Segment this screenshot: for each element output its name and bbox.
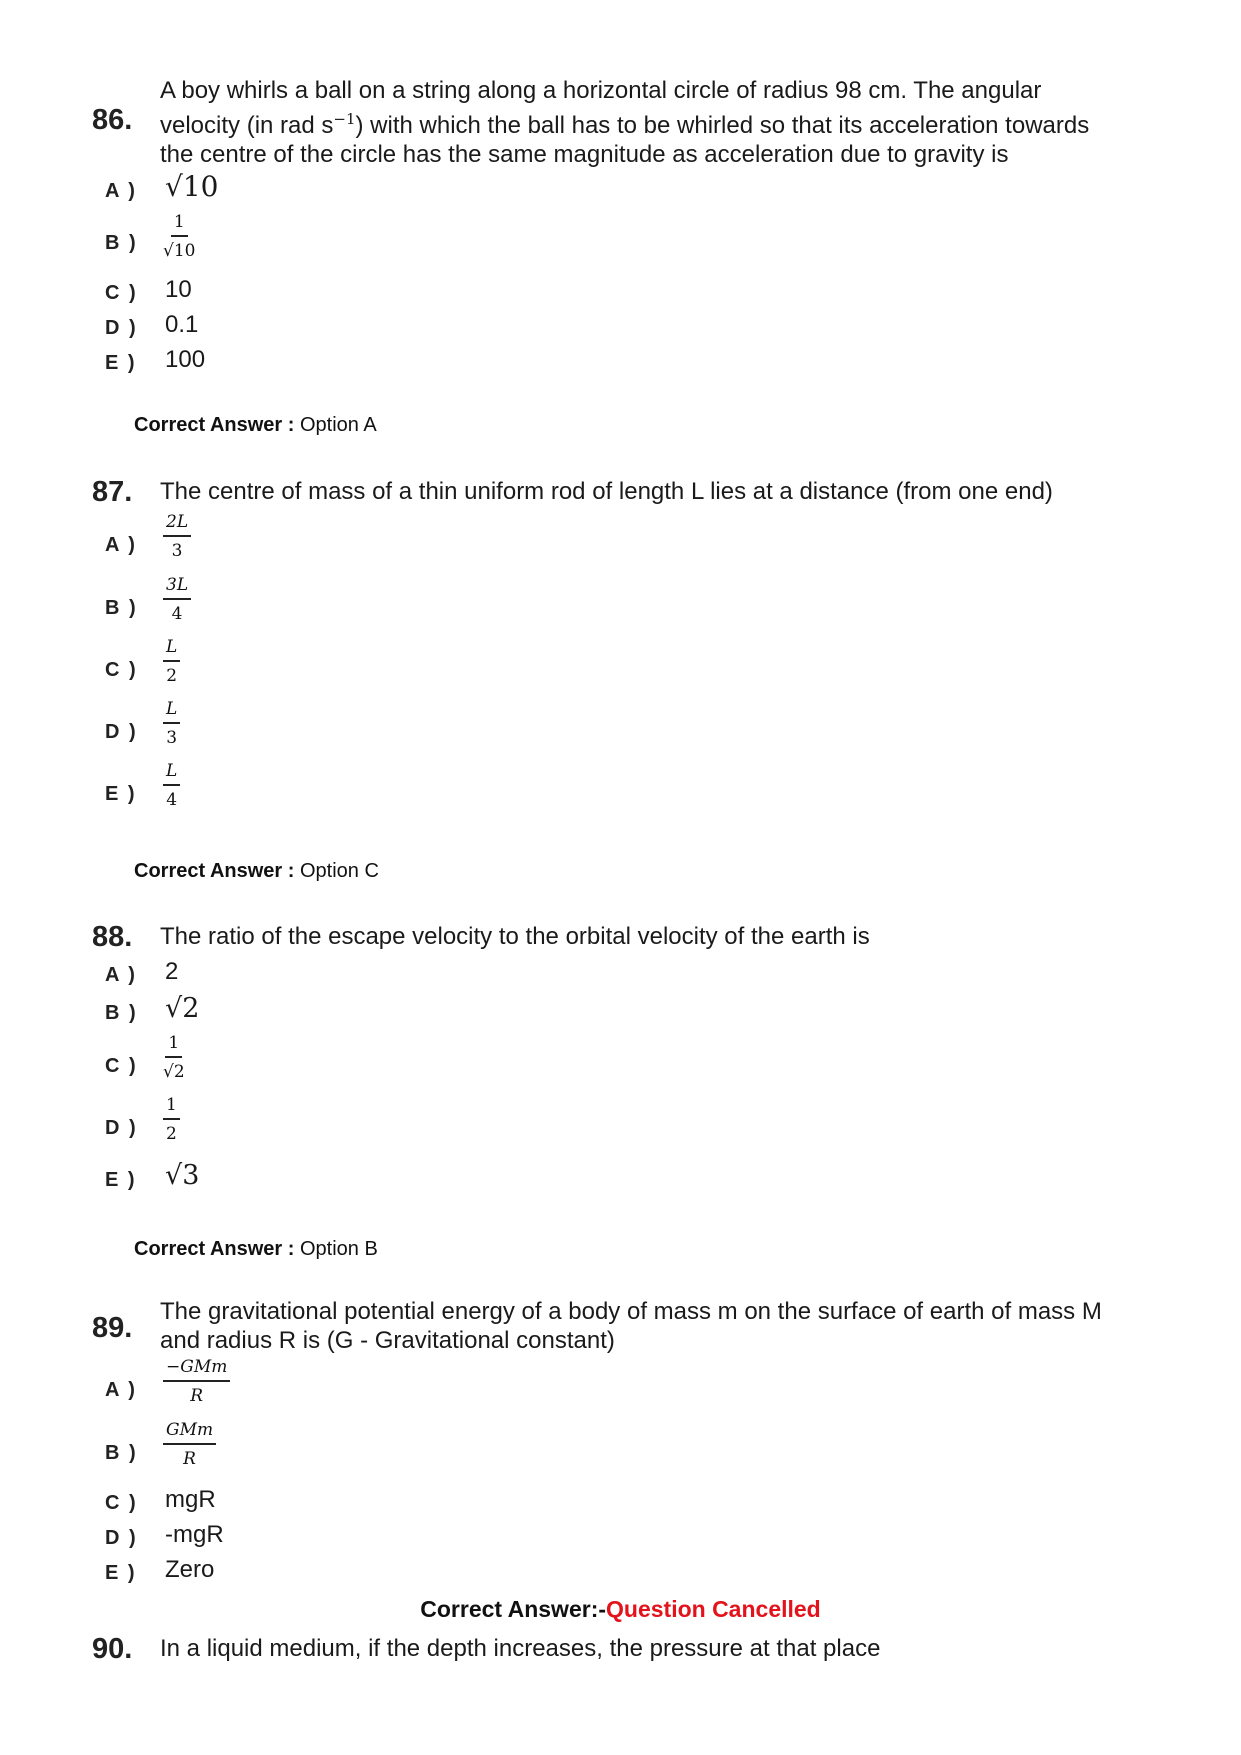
question-text: The gravitational potential energy of a body of mass m on the surface of earth of mass M and radius R is (G - Gravitational constant) bbox=[160, 1298, 1102, 1354]
question-number: 86. bbox=[92, 104, 133, 136]
question-number: 88. bbox=[92, 921, 133, 953]
option-label: A ) bbox=[105, 180, 137, 202]
option-label: D ) bbox=[105, 721, 138, 743]
question-number: 90. bbox=[92, 1633, 133, 1665]
option-value: Zero bbox=[165, 1556, 215, 1583]
option-label: D ) bbox=[105, 1527, 138, 1549]
correct-answer: Correct Answer:-Question Cancelled bbox=[420, 1596, 821, 1622]
question-text: A boy whirls a ball on a string along a horizontal circle of radius 98 cm. The angular velocity (in rad $s^{-1}$) with which the ball has to be whirled so that its acceleration towards the centre of the circle has the same magnitude as acceleration due to gravity is bbox=[160, 77, 1090, 168]
option-label: B ) bbox=[105, 232, 138, 254]
option-value: 100 bbox=[165, 346, 206, 373]
question-number: 89. bbox=[92, 1312, 133, 1344]
option-fraction: $\frac{2L}{3}$ bbox=[163, 512, 191, 561]
option-value: 10 bbox=[165, 276, 192, 303]
correct-answer: Correct Answer : Option B bbox=[134, 1238, 378, 1260]
option-fraction: −GMm R bbox=[163, 1357, 230, 1406]
option-value: √2 bbox=[165, 993, 200, 1024]
option-label: C ) bbox=[105, 1055, 138, 1077]
option-fraction: GMm R bbox=[163, 1420, 216, 1469]
option-label: D ) bbox=[105, 317, 138, 339]
option-fraction: $\frac{1}{√2}$ bbox=[163, 1033, 185, 1082]
option-label: A ) bbox=[105, 964, 137, 986]
cancelled-status: Question Cancelled bbox=[606, 1596, 821, 1622]
option-label: C ) bbox=[105, 1492, 138, 1514]
option-fraction: $\frac{3L}{4}$ bbox=[163, 575, 191, 624]
option-value: mgR bbox=[165, 1486, 216, 1513]
option-value: √10 bbox=[165, 170, 219, 203]
question-number: 87. bbox=[92, 476, 133, 508]
option-label: A ) bbox=[105, 1379, 137, 1401]
option-fraction: $\frac{1}{√10}$ bbox=[163, 212, 196, 261]
option-value: -mgR bbox=[165, 1521, 224, 1548]
option-value: √3 bbox=[165, 1160, 200, 1191]
correct-answer: Correct Answer : Option A bbox=[134, 414, 377, 436]
option-value: 0.1 bbox=[165, 311, 199, 338]
question-text: The ratio of the escape velocity to the orbital velocity of the earth is bbox=[160, 923, 870, 950]
option-label: D ) bbox=[105, 1117, 138, 1139]
option-label: B ) bbox=[105, 597, 138, 619]
option-label: E ) bbox=[105, 1562, 137, 1584]
correct-answer: Correct Answer : Option C bbox=[134, 860, 379, 882]
option-value: 2 bbox=[165, 958, 179, 985]
option-label: A ) bbox=[105, 534, 137, 556]
option-fraction: $\frac{1}{2}$ bbox=[163, 1095, 180, 1144]
option-label: E ) bbox=[105, 1169, 137, 1191]
option-label: C ) bbox=[105, 659, 138, 681]
option-label: B ) bbox=[105, 1002, 138, 1024]
option-fraction: $\frac{L}{2}$ bbox=[163, 637, 180, 686]
option-label: B ) bbox=[105, 1442, 138, 1464]
option-label: E ) bbox=[105, 352, 137, 374]
option-fraction: $\frac{L}{4}$ bbox=[163, 761, 180, 810]
option-label: C ) bbox=[105, 282, 138, 304]
question-text: In a liquid medium, if the depth increases, the pressure at that place bbox=[160, 1635, 881, 1662]
question-text: The centre of mass of a thin uniform rod of length L lies at a distance (from one end) bbox=[160, 478, 1053, 505]
option-label: E ) bbox=[105, 783, 137, 805]
option-fraction: $\frac{L}{3}$ bbox=[163, 699, 180, 748]
